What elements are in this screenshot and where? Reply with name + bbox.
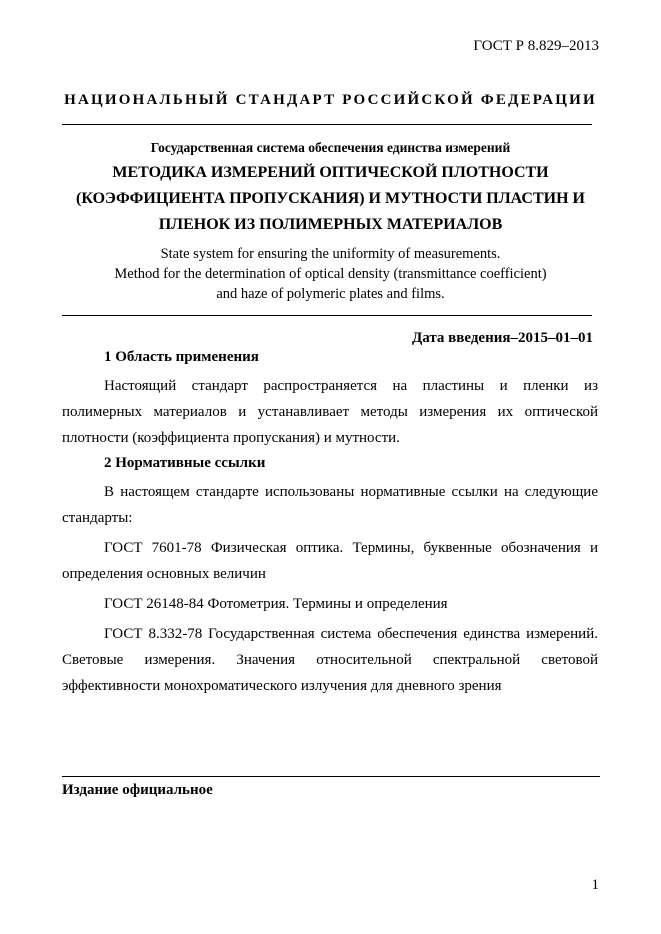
section-heading-references: 2 Нормативные ссылки xyxy=(104,455,266,471)
main-title-line: ПЛЕНОК ИЗ ПОЛИМЕРНЫХ МАТЕРИАЛОВ xyxy=(158,216,503,233)
page-number: 1 xyxy=(591,877,599,893)
scope-paragraph: Настоящий стандарт распространяется на пластины и пленки из полимерных материалов и устанавливает методы измерения их оптической плотности (коэффициента пропускания) и мутности. xyxy=(62,378,598,446)
english-title-line: Method for the determination of optical density (transmittance coefficient) xyxy=(114,266,547,282)
official-edition-label: Издание официальное xyxy=(62,782,213,798)
title-divider-top xyxy=(62,124,592,125)
references-intro: В настоящем стандарте использованы нормативные ссылки на следующие стандарты: xyxy=(62,484,598,526)
title-divider-bottom xyxy=(62,315,592,316)
main-title xyxy=(0,160,661,238)
document-body xyxy=(62,347,598,699)
effective-date: Дата введения–2015–01–01 xyxy=(411,330,593,346)
english-title xyxy=(0,244,661,304)
reference-item: ГОСТ 7601-78 Физическая оптика. Термины, буквенные обозначения и определения основных величин xyxy=(62,540,598,582)
document-designation: ГОСТ Р 8.829–2013 xyxy=(473,38,599,54)
footer-divider xyxy=(62,776,600,777)
english-title-line: and haze of polymeric plates and films. xyxy=(216,286,445,302)
english-title-line: State system for ensuring the uniformity of measurements. xyxy=(160,246,501,262)
system-title: Государственная система обеспечения единства измерений xyxy=(150,140,511,155)
reference-item: ГОСТ 26148-84 Фотометрия. Термины и определения xyxy=(104,596,448,612)
section-heading-scope: 1 Область применения xyxy=(104,349,259,365)
national-standard-title: НАЦИОНАЛЬНЫЙ СТАНДАРТ РОССИЙСКОЙ ФЕДЕРАЦИИ xyxy=(64,92,597,108)
main-title-line: МЕТОДИКА ИЗМЕРЕНИЙ ОПТИЧЕСКОЙ ПЛОТНОСТИ xyxy=(112,164,549,181)
main-title-line: (КОЭФФИЦИЕНТА ПРОПУСКАНИЯ) И МУТНОСТИ ПЛАСТИН И xyxy=(76,190,585,207)
reference-item: ГОСТ 8.332-78 Государственная система обеспечения единства измерений. Световые измерения. Значения относительной спектральной световой эффективности монохроматического излучения для дневного зрения xyxy=(62,626,598,694)
